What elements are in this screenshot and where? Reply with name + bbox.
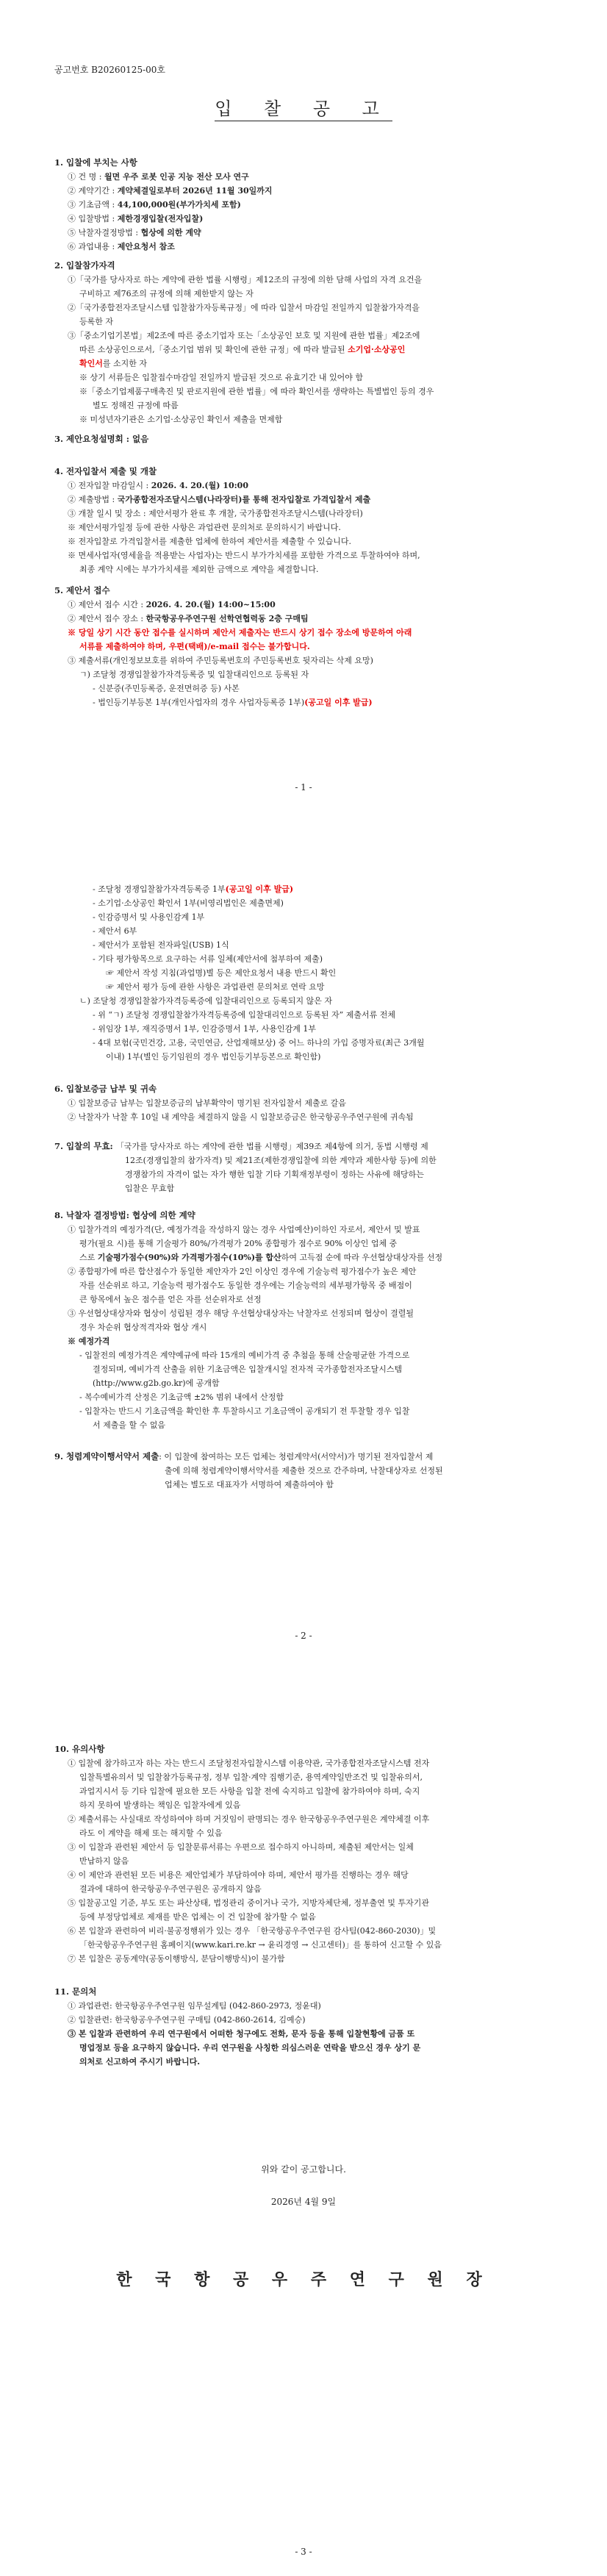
section-3 [54,432,561,446]
warning-line-1: ※ 당일 상기 시간 동안 접수를 실시하며 제안서 제출자는 반드시 상기 접수 장소에 방문하여 아래 [68,628,412,637]
submission-list: - 조달청 경쟁입찰참가자격등록증 1부(공고일 이후 발급) - 소기업·소상공인 확인서 1부(비영리법인은 제출면제) - 인감증명서 및 사용인감계 1부 - 제안서 6부 - 제안서가 포함된 전자파일(USB) 1식 - 기타 평가항목으로 요구하는 서류 일체(제안서에 첨부하여 제출) ☞ 제안서 작성 지침(과업명)별 등은 제안요청서 내용 반드시 확인 ☞ 제안서 평가 등에 관한 사항은 과업관련 문의처로 연락 요망 ㄴ) 조달청 경쟁입찰참가자격등록증에 입찰대리인으로 등록되지 않은 자 - 위 “ㄱ) 조달청 경쟁입찰참가자격등록증에 입찰대리인으로 등록된 자” 제출서류 전체 - 위임장 1부, 재직증명서 1부, 인감증명서 1부, 사용인감계 1부 - 4대 보험(국민건강, 고용, 국민연금, 산업재해보상) 중 어느 하나의 가입 증명자료(최근 3개월 이내) 1부(별인 등기임원의 경우 법인등기부등본으로 확인함) [79,884,425,1062]
page-2 [0,823,607,1676]
item-1: ① 건 명 : 월면 우주 로봇 인공 지능 전산 모사 연구 [68,172,249,182]
page-number-1: - 1 - [295,782,312,793]
section-3-title: 3. 제안요청설명회 : 없음 [54,434,149,444]
notice-date: 2026년 4월 9일 [270,2197,337,2207]
section-5: 5. 제안서 접수 ① 제안서 접수 시간 : 2026. 4. 20.(월) 14:00~15:00 ② 제안서 접수 장소 : 한국항공우주연구원 선학연협력동 2층 구매팀 ※ 당일 상기 시간 동안 접수를 실시하며 제안서 제출자는 반드시 상기 접수 장소에 방문하여 아래 서류를 제출하여야 하며, 우편(택배)/e-mail 접수는 불가합니다. ③ 제출서류(개인정보보호를 위하여 주민등록번호의 주민등록번호 뒷자리는 삭제 요망) ㄱ) 조달청 경쟁입찰참가자격등록증 및 입찰대리인으로 등록된 자 - 신분증(주민등록증, 운전면허증 등) 사본 - 법인등기부등본 1부(개인사업자의 경우 사업자등록증 1부)(공고일 이후 발급) [54,584,561,709]
section-9: 9. 청렴계약이행서약서 제출: 이 입찰에 참여하는 모든 업체는 청렴계약서(서약서)가 명기된 전자입찰서 제 출에 의해 청렴계약이행서약서를 제출한 것으로 간주하며, 낙찰대상자로 선정된 업체는 별도로 대표자가 서명하여 제출하여야 함 [54,1451,443,1489]
section-8: 8. 낙찰자 결정방법: 협상에 의한 계약 ① 입찰가격의 예정가격(단, 예정가격을 작성하지 않는 경우 사업예산)이하인 자로서, 제안서 및 발표 평가(필요 시)를 통해 기술평가 80%/가격평가 20% 종합평가 점수로 90% 이상인 업체 중 스로 기술평가점수(90%)와 가격평가점수(10%)를 합산하여 고득점 순에 따라 우선협상대상자를 선정 ② 종합평가에 따른 합산점수가 동일한 제안자가 2인 이상인 경우에 기술능력 평가점수가 높은 제안 자를 선순위로 하고, 기술능력 평가점수도 동일한 경우에는 기술능력의 세부평가항목 중 배점이 큰 항목에서 높은 점수를 얻은 자를 선순위자로 선정 ③ 우선협상대상자와 협상이 성립된 경우 해당 우선협상대상자는 낙찰자로 선정되며 협상이 결렬될 경우 차순위 협상적격자와 협상 개시 ※ 예정가격 - 입찰전의 예정가격은 계약예규에 따라 15개의 예비가격 중 추첨을 통해 산술평균한 가격으로 결정되며, 예비가격 산출을 위한 기초금액은 입찰개시일 전자적 국가종합전자조달시스템 (http://www.g2b.go.kr)에 공개함 - 복수예비가격 산정은 기초금액 ±2% 범위 내에서 산정함 - 입찰자는 반드시 기초금액을 확인한 후 투찰하시고 기초금액이 공개되기 전 투찰할 경우 입찰 서 제출을 할 수 없음 [54,1209,561,1432]
section-11-title: 11. 문의처 [54,1986,97,1997]
closing-text: 위와 같이 공고합니다. [261,2164,346,2175]
section-10: 10. 유의사항 ① 입찰에 참가하고자 하는 자는 반드시 조달청전자입찰시스템 이용약관, 국가종합전자조달시스템 전자 입찰특별유의서 및 입찰참가등록규정, 정부 입찰·계약 집행기준, 용역계약일반조건 및 입찰유의서, 과업지시서 등 기타 입찰에 필요한 모든 사항을 입찰 전에 숙지하고 입찰에 참가하여야 하며, 숙지 하지 못하여 발생하는 책임은 입찰자에게 있음 ② 제출서류는 사실대로 작성하여야 하며 거짓임이 판명되는 경우 한국항공우주연구원은 계약체결 이후 라도 이 계약을 해제 또는 해지할 수 있음 ③ 이 입찰과 관련된 제안서 등 입찰문류서류는 우편으로 접수하지 아니하며, 제출된 제안서는 일체 반납하지 않음 ④ 이 제안과 관련된 모든 비용은 제안업체가 부담하여야 하며, 제안서 평가를 진행하는 경우 해당 결과에 대하여 한국항공우주연구원은 공개하지 않음 ⑤ 입찰공고일 기준, 부도 또는 파산상태, 법정관리 중이거나 국가, 지방자체단체, 정부출연 및 투자기관 등에 부정당업체로 제재를 받은 업체는 이 건 입찰에 참가할 수 없음 ⑥ 본 입찰과 관련하여 비리·불공정행위가 있는 경우 「한국항공우주연구원 감사팀(042-860-2030)」및 「한국항공우주연구원 홈페이지(www.kari.re.kr → 윤리경영 → 신고센터)」를 통하여 신고할 수 있음 ⑦ 본 입찰은 공동계약(공동이행방식, 분담이행방식)이 불가함 [54,1742,561,1966]
document-title: 입 찰 공 고 [0,94,607,120]
section-6-title: 6. 입찰보증금 납부 및 귀속 [54,1084,157,1094]
section-7: 7. 입찰의 무효: 「국가를 당사자로 하는 계약에 관한 법률 시행령」제39조 제4항에 의거, 동법 시행령 제 12조(경쟁입찰의 참가자격) 및 제21조(제한경쟁입찰에 의한 계약과 제한사항 등)에 의한 경쟁참가의 자격이 없는 자가 행한 입찰 기타 기획재정부령이 정하는 사유에 해당하는 입찰은 무효함 [54,1141,437,1193]
notice-number: 공고번호 B20260125-00호 [54,65,165,75]
section-5-title: 5. 제안서 접수 [54,585,110,595]
section-8-title: 8. 낙찰자 결정방법: 협상에 의한 계약 [54,1210,195,1220]
section-2: 2. 입찰참가자격 ①「국가를 당사자로 하는 계약에 관한 법률 시행령」제12조의 규정에 의한 담해 사업의 자격 요건을 구비하고 제76조의 규정에 의해 제한받지 않는 자 ②「국가종합전자조달시스템 입찰참가자등록규정」에 따라 입찰서 마감일 전일까지 입찰참가자격을 등록한 자 ③「중소기업기본법」제2조에 따른 중소기업자 또는「소상공인 보호 및 지원에 관한 법률」제2조에 따른 소상공인으로서,「중소기업 범위 및 확인에 관한 규정」에 따라 발급된 소기업·소상공인 확인서를 소지한 자 ※ 상기 서류들은 입찰접수마감일 전일까지 발급된 것으로 유효기간 내 있어야 함 ※「중소기업제품구매촉진 및 판로지원에 관한 법률」에 따라 확인서를 생략하는 특별법인 등의 경우 별도 정해진 규정에 따름 ※ 미성년자기관은 소기업·소상공인 확인서 제출을 면제함 [54,259,561,426]
item-6: ⑥ 과업내용 : 제안요청서 참조 [68,242,175,251]
section-4: 4. 전자입찰서 제출 및 개찰 ① 전자입찰 마감일시 : 2026. 4. 20.(월) 10:00 ② 제출방법 : 국가종합전자조달시스템(나라장터)를 통해 전자입찰로 가격입찰서 제출 ③ 개찰 일시 및 장소 : 제안서평가 완료 후 개찰, 국가종합전자조달시스템(나라장터) ※ 제안서평가일정 등에 관한 사항은 과업관련 문의처로 문의하시기 바랍니다. ※ 전자입찰로 가격입찰서를 제출한 업체에 한하여 제안서를 제출할 수 있습니다. ※ 면세사업자(영세율을 적용받는 사업자)는 반드시 부가가치세를 포함한 가격으로 투찰하여야 하며, 최종 계약 시에는 부가가치세를 제외한 금액으로 계약을 체결합니다. [54,465,561,576]
section-4-title: 4. 전자입찰서 제출 및 개찰 [54,466,157,476]
section-6: 6. 입찰보증금 납부 및 귀속 ① 입찰보증금 납부는 입찰보증금의 납부확약이 명기된 전자입찰서 제출로 갈음 ② 낙찰자가 낙찰 후 10일 내 계약을 체결하지 않을 시 입찰보증금은 한국항공우주연구원에 귀속됨 [54,1082,561,1124]
section-11: 11. 문의처 ① 과업관련: 한국항공우주연구원 임무설계팀 (042-860-2973, 정윤대) ② 입찰관련: 한국항공우주연구원 구매팀 (042-860-2614, 김예승) ③ 본 입찰과 관련하여 우리 연구원에서 어떠한 청구에도 전화, 문자 등을 통해 입찰현황에 금품 또 명업정보 등을 요구하지 않습니다. 우리 연구원을 사칭한 의심스러운 연락을 받으신 경우 상기 문 의처로 신고하여 주시기 바랍니다. [54,1985,561,2069]
page-number-2: - 2 - [295,1631,312,1641]
warning-line-2: 서류를 제출하여야 하며, 우편(택배)/e-mail 접수는 불가합니다. [79,642,310,651]
issuer-name: 한 국 항 공 우 주 연 구 원 장 [116,2270,491,2289]
section-10-title: 10. 유의사항 [54,1744,105,1754]
item-5: ⑤ 낙찰자결정방법 : 협상에 의한 계약 [68,228,201,237]
section-1 [54,156,561,254]
page-number-3: - 3 - [295,2547,312,2557]
item-2: ② 계약기간 : 계약체결일로부터 2026년 11월 30일까지 [68,186,273,196]
item-3: ③ 기초금액 : 44,100,000원(부가가치세 포함) [68,200,241,210]
section-2-title: 2. 입찰참가자격 [54,260,115,271]
page-1 [0,0,607,823]
item-4: ④ 입찰방법 : 제한경쟁입찰(전자입찰) [68,214,204,223]
section-1-title: 1. 입찰에 부치는 사항 [54,157,137,168]
page-3 [0,1676,607,2576]
